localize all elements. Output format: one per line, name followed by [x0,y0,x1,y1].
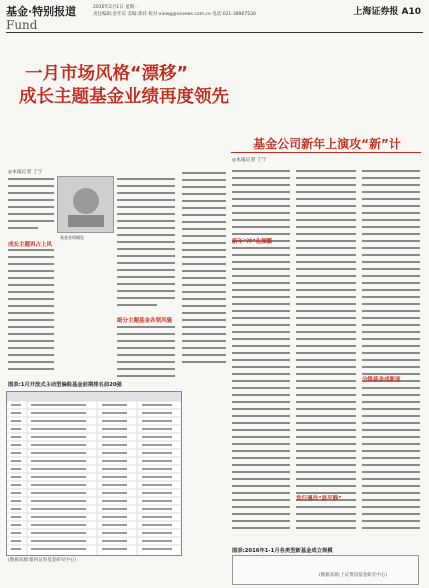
photo-illustration [58,177,113,232]
text-lines [8,176,54,376]
chart-placeholder [233,556,418,584]
table-title: 图表:1月开放式主动型偏股基金前期排名前20强 [8,382,122,388]
ranking-table [6,391,182,556]
main-subhead-2: 细分主题基金各领风骚 [117,318,173,324]
photo-caption: 基金业绩概览 [60,235,84,240]
main-byline: ◎本报记者 丁宁 [8,170,43,175]
side-chart-title: 图表:2016年1-1月各类型新基金成立规模 [232,548,333,554]
text-lines [296,162,356,542]
side-chart [232,555,419,585]
side-subhead-3: 发行遇冷“显平静” [296,496,342,502]
table-note: (数据来源:银河证券基金研究中心) [8,558,77,563]
section-title: 基金·特别报道 [6,5,77,18]
headline-line-1: 一月市场风格“漂移” [25,64,189,84]
side-col-1 [232,162,290,542]
article-photo [57,176,114,233]
side-rule [231,152,421,153]
main-col-1 [8,176,54,376]
meta-editors: 责任编辑:金年庆 美编:郑祥 校对:xiewg@ssnews.com.cn 电话:021-38967530 [93,12,256,17]
main-col-3 [182,170,226,380]
main-headline [19,63,229,109]
page-meta [93,4,256,18]
side-col-3 [362,162,420,542]
side-col-2 [296,162,356,542]
header-rule [6,32,423,33]
meta-date: 2016年2月1日 星期一 [93,5,139,10]
side-subhead-1: 新年“冲”化频繁 [232,239,273,245]
side-headline: 基金公司新年上演攻“新”计 [253,137,401,151]
headline-line-2: 成长主题基金业绩再度领先 [19,87,229,107]
paper-name: 上海证券报 A10 [353,7,421,17]
section-subtitle: Fund [6,18,38,32]
table-grid [7,392,181,555]
text-lines [362,162,420,542]
main-col-2 [117,176,175,381]
side-caption: (数据来源:上证资讯基金研究中心) [319,573,388,578]
side-byline: ◎本报记者 丁宁 [232,158,267,163]
text-lines [117,176,175,381]
text-lines [182,170,226,380]
side-subhead-2: 分级基金成新宠 [362,377,401,383]
text-lines [232,162,290,542]
main-subhead-1: 成长主题再占上风 [8,242,53,248]
